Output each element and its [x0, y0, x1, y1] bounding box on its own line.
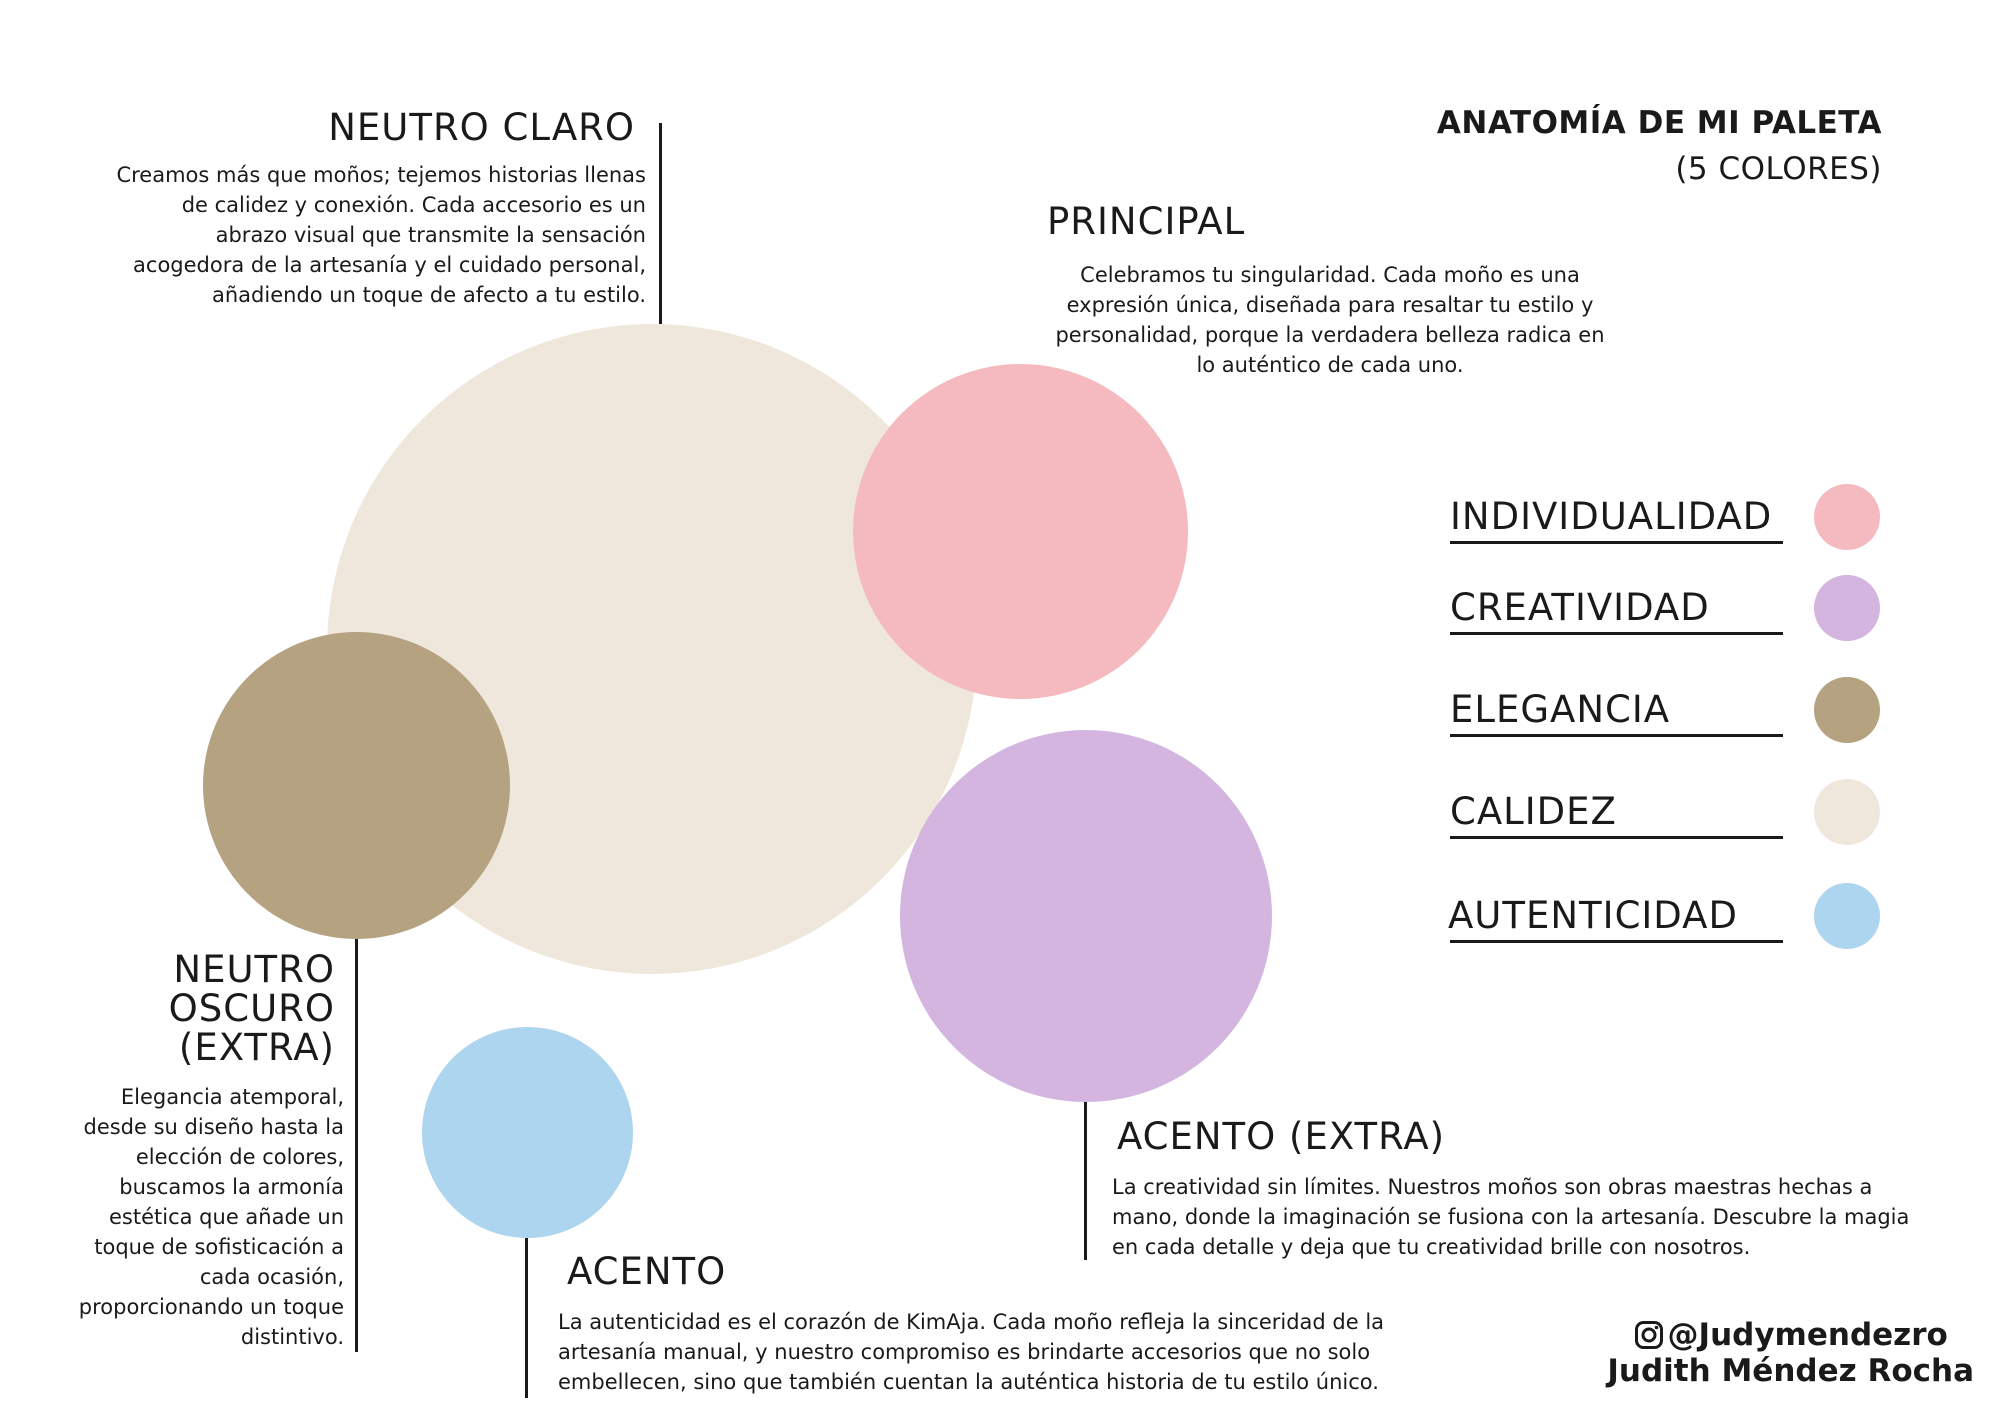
instagram-handle-row[interactable] [1607, 1317, 1974, 1353]
circle-acento [422, 1027, 633, 1238]
neutro-oscuro-heading [169, 950, 335, 1067]
legend-item-individualidad [1450, 484, 1880, 544]
neutro-oscuro-heading-line2: OSCURO [168, 987, 335, 1030]
neutro-claro-text: Creamos más que moños; tejemos historias llenas de calidez y conexión. Cada accesorio es un abrazo visual que transmite la sensación acogedora de la artesanía y el cuidado personal, añadiendo un toque de afecto a tu estilo. [116, 163, 646, 307]
acento-heading: ACENTO [567, 1250, 727, 1293]
footer-credit [1607, 1317, 1974, 1389]
acento-extra-line [1084, 1102, 1087, 1260]
legend-label: ELEGANCIA [1450, 688, 1671, 731]
palette-title-line2: (5 COLORES) [1675, 151, 1882, 187]
legend-swatch [1814, 484, 1880, 550]
legend-label: INDIVIDUALIDAD [1450, 495, 1773, 538]
legend-label: AUTENTICIDAD [1448, 894, 1738, 937]
legend-swatch [1814, 677, 1880, 743]
circle-acento-extra [900, 730, 1272, 1102]
acento-text: La autenticidad es el corazón de KimAja. Cada moño refleja la sinceridad de la artesanía manual, y nuestro compromiso es brindarte accesorios que no solo embellecen, sino que también cuentan la auténtica historia de tu estilo único. [558, 1310, 1385, 1394]
palette-title-line1: ANATOMÍA DE MI PALETA [1436, 105, 1882, 141]
acento-extra-heading: ACENTO (EXTRA) [1117, 1115, 1446, 1158]
principal-text: Celebramos tu singularidad. Cada moño es una expresión única, diseñada para resaltar tu estilo y personalidad, porque la verdadera belleza radica en lo auténtico de cada uno. [1055, 263, 1605, 377]
legend-underline [1450, 541, 1783, 544]
principal-heading: PRINCIPAL [1047, 200, 1246, 243]
acento-line [525, 1238, 528, 1398]
neutro-oscuro-line [355, 939, 358, 1352]
palette-title [1437, 100, 1882, 192]
legend-underline [1450, 734, 1783, 737]
legend-swatch [1814, 883, 1880, 949]
neutro-claro-line [659, 123, 662, 324]
instagram-handle[interactable]: @Judymendezro [1667, 1317, 1948, 1353]
legend-underline [1450, 940, 1783, 943]
legend-underline [1450, 632, 1783, 635]
legend-swatch [1814, 575, 1880, 641]
circle-neutro-oscuro [203, 632, 510, 939]
legend-item-calidez [1450, 779, 1880, 839]
circle-principal [853, 364, 1188, 699]
neutro-claro-heading: NEUTRO CLARO [328, 106, 635, 149]
author-name: Judith Méndez Rocha [1607, 1353, 1974, 1389]
legend-underline [1450, 836, 1783, 839]
legend-item-autenticidad [1450, 883, 1880, 943]
instagram-icon [1634, 1320, 1664, 1350]
legend-item-creatividad [1450, 575, 1880, 635]
acento-extra-text: La creatividad sin límites. Nuestros moños son obras maestras hechas a mano, donde la imaginación se fusiona con la artesanía. Descubre la magia en cada detalle y deja que tu creatividad brille con nosotros. [1112, 1175, 1910, 1259]
neutro-oscuro-text: Elegancia atemporal, desde su diseño hasta la elección de colores, buscamos la armonía estética que añade un toque de sofisticación a cada ocasión, proporcionando un toque distintivo. [78, 1085, 344, 1349]
neutro-oscuro-heading-line3: (EXTRA) [178, 1026, 335, 1069]
neutro-oscuro-heading-line1: NEUTRO [173, 948, 335, 991]
legend-label: CALIDEZ [1450, 790, 1617, 833]
legend-label: CREATIVIDAD [1450, 586, 1710, 629]
legend-item-elegancia [1450, 677, 1880, 737]
legend-swatch [1814, 779, 1880, 845]
